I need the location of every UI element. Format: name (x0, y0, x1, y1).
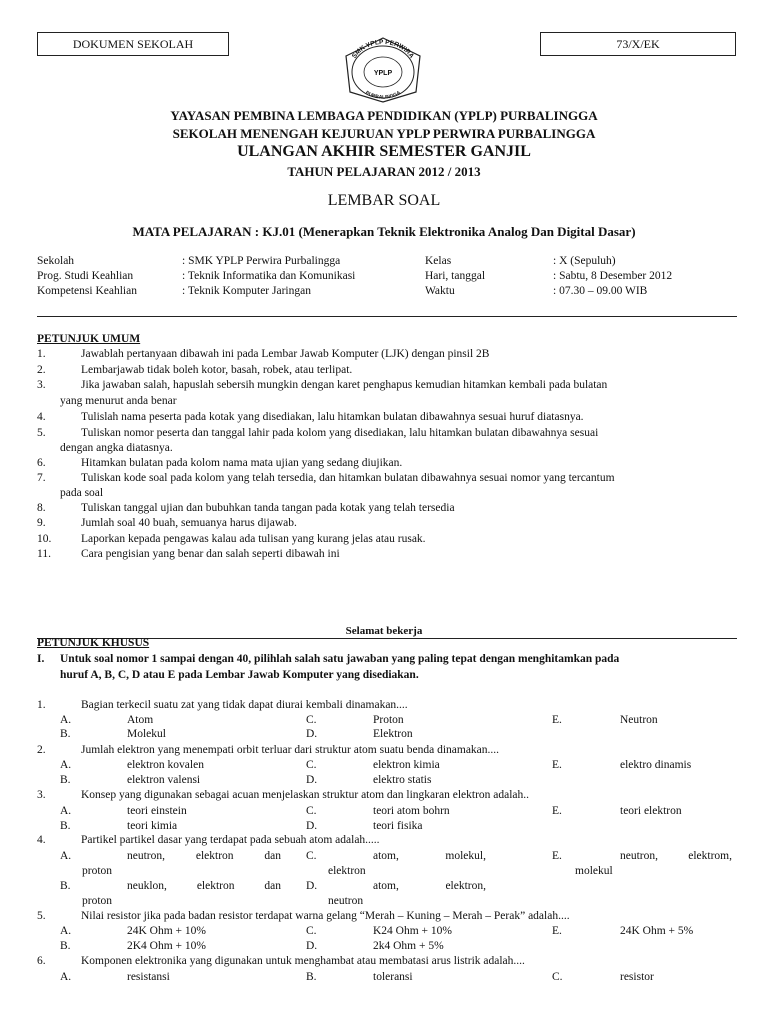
option-word: neuklon, (127, 880, 167, 892)
instruction-text: Tulislah nama peserta pada kotak yang disediakan, lalu hitamkan bulatan dibawahnya sesuai huruf diatasnya. (81, 411, 584, 423)
general-instructions-title: PETUNJUK UMUM (37, 333, 141, 345)
option-text: Elektron (373, 728, 413, 740)
instruction-number: 10. (37, 533, 52, 545)
option-text: elektro statis (373, 774, 432, 786)
meta-right-values (553, 255, 672, 300)
instruction-text: Jika jawaban salah, hapuslah sebersih mungkin dengan karet penghapus kemudian hitamkan kembali pada bulatan (81, 379, 608, 391)
option-text: Neutron (620, 714, 658, 726)
instruction-text: Tuliskan nomor peserta dan tanggal lahir pada kolom yang disediakan, lalu hitamkan bulatan dibawahnya sesuai (81, 427, 599, 439)
question-text: Komponen elektronika yang digunakan untuk menghambat atau membatasi arus listrik adalah.... (81, 955, 525, 967)
option-text: 2k4 Ohm + 5% (373, 940, 444, 952)
option-text-justified (620, 850, 732, 862)
option-text: teori einstein (127, 805, 187, 817)
document-code-box: 73/X/EK (540, 32, 736, 56)
instruction-number: 11. (37, 548, 51, 560)
option-word: elektron, (445, 880, 486, 892)
option-letter: B. (306, 971, 317, 983)
option-letter: E. (552, 805, 562, 817)
closing-text: Selamat bekerja (345, 625, 423, 637)
option-letter: B. (60, 774, 71, 786)
instruction-continuation: dengan angka diatasnya. (60, 442, 173, 454)
option-letter: B. (60, 880, 71, 892)
option-word: neutron, (127, 850, 166, 862)
option-word: dan (264, 880, 281, 892)
option-letter: A. (60, 714, 72, 726)
instruction-text: Lembarjawab tidak boleh kotor, basah, robek, atau terlipat. (81, 364, 353, 376)
option-text-justified (127, 880, 281, 892)
academic-year: TAHUN PELAJARAN 2012 / 2013 (287, 164, 481, 179)
option-text: 24K Ohm + 10% (127, 925, 206, 937)
option-letter: C. (306, 850, 317, 862)
instruction-text: Tuliskan kode soal pada kolom yang telah tersedia, dan hitamkan bulatan dibawahnya sesuai nomor yang tercantum (81, 472, 615, 484)
option-letter: C. (306, 925, 317, 937)
option-text: elektron kimia (373, 759, 440, 771)
option-letter: E. (552, 714, 562, 726)
option-text: Molekul (127, 728, 166, 740)
question-text: Partikel partikel dasar yang terdapat pada sebuah atom adalah..... (81, 834, 380, 846)
specific-instructions-title: PETUNJUK KHUSUS (37, 637, 150, 649)
meta-label: Kelas (425, 255, 452, 267)
instruction-text: Jumlah soal 40 buah, semuanya harus dijawab. (81, 517, 297, 529)
logo-bottom-text: PURBALINGGA (364, 89, 402, 101)
option-word: elektron (195, 850, 234, 862)
instruction-number: 4. (37, 411, 46, 423)
meta-label: Kompetensi Keahlian (37, 285, 137, 297)
option-word: dan (264, 850, 281, 862)
foundation-name: YAYASAN PEMBINA LEMBAGA PENDIDIKAN (YPLP) PURBALINGGA (170, 108, 598, 123)
instruction-text: Laporkan kepada pengawas kalau ada tulisan yang kurang jelas atau rusak. (81, 533, 426, 545)
instruction-text: Jawablah pertanyaan dibawah ini pada Lembar Jawab Komputer (LJK) dengan pinsil 2B (81, 348, 490, 360)
school-name: SEKOLAH MENENGAH KEJURUAN YPLP PERWIRA PURBALINGGA (172, 126, 596, 141)
logo-center-text: YPLP (373, 70, 393, 77)
option-word: atom, (373, 880, 399, 892)
option-text: elektron valensi (127, 774, 201, 786)
question-text: Nilai resistor jika pada badan resistor terdapat warna gelang “Merah – Kuning – Merah – Perak” adalah.... (81, 910, 570, 922)
document-label-box: DOKUMEN SEKOLAH (37, 32, 229, 56)
option-text-justified (373, 850, 486, 862)
option-text-wrap: elektron (328, 865, 366, 877)
specific-instruction-line1: Untuk soal nomor 1 sampai dengan 40, pilihlah salah satu jawaban yang paling tepat dengan menghitamkan pada (60, 653, 620, 665)
page-title: LEMBAR SOAL (327, 192, 441, 209)
question-number: 6. (37, 955, 46, 967)
instruction-text: Hitamkan bulatan pada kolom nama mata ujian yang sedang diujikan. (81, 457, 403, 469)
divider (37, 316, 737, 317)
option-letter: B. (60, 728, 71, 740)
question-number: 1. (37, 699, 46, 711)
option-letter: D. (306, 728, 318, 740)
option-text-justified (373, 880, 486, 892)
meta-label: Hari, tanggal (425, 270, 486, 282)
option-letter: D. (306, 774, 318, 786)
instruction-number: 3. (37, 379, 46, 391)
question-number: 2. (37, 744, 46, 756)
meta-left-labels (37, 255, 137, 300)
meta-value: : X (Sepuluh) (553, 255, 616, 267)
option-text-wrap: neutron (328, 895, 364, 907)
instruction-number: 8. (37, 502, 46, 514)
option-letter: C. (306, 805, 317, 817)
question-number: 4. (37, 834, 46, 846)
instruction-text: Cara pengisian yang benar dan salah seperti dibawah ini (81, 548, 340, 560)
meta-value: : SMK YPLP Perwira Purbalingga (182, 255, 341, 267)
option-text: K24 Ohm + 10% (373, 925, 452, 937)
meta-left-values (182, 255, 355, 300)
school-logo (338, 36, 428, 104)
instruction-number: 1. (37, 348, 46, 360)
instruction-number: 9. (37, 517, 46, 529)
meta-value: : Teknik Informatika dan Komunikasi (182, 270, 356, 282)
meta-value: : Sabtu, 8 Desember 2012 (553, 270, 673, 282)
instruction-number: 5. (37, 427, 46, 439)
option-letter: D. (306, 820, 318, 832)
option-letter: D. (306, 880, 318, 892)
option-text: toleransi (373, 971, 413, 983)
specific-instruction-line2: huruf A, B, C, D atau E pada Lembar Jawab Komputer yang disediakan. (60, 669, 419, 681)
meta-label: Sekolah (37, 255, 75, 267)
meta-label: Waktu (425, 285, 455, 297)
option-text-wrap: proton (82, 895, 113, 907)
section-roman: I. (37, 653, 45, 665)
option-letter: C. (552, 971, 563, 983)
option-text: Proton (373, 714, 404, 726)
option-text: Atom (127, 714, 154, 726)
option-text: 2K4 Ohm + 10% (127, 940, 206, 952)
option-text-wrap: molekul (575, 865, 613, 877)
meta-value: : 07.30 – 09.00 WIB (553, 285, 648, 297)
option-letter: E. (552, 925, 562, 937)
meta-label: Prog. Studi Keahlian (37, 270, 134, 282)
option-letter: A. (60, 971, 72, 983)
option-letter: E. (552, 759, 562, 771)
option-letter: E. (552, 850, 562, 862)
question-text: Bagian terkecil suatu zat yang tidak dapat diurai kembali dinamakan.... (81, 699, 408, 711)
subject-line: MATA PELAJARAN : KJ.01 (Menerapkan Teknik Elektronika Analog Dan Digital Dasar) (132, 224, 636, 239)
option-text-wrap: proton (82, 865, 113, 877)
option-letter: B. (60, 820, 71, 832)
option-letter: A. (60, 925, 72, 937)
option-word: molekul, (445, 850, 486, 862)
instruction-text: Tuliskan tanggal ujian dan bubuhkan tanda tangan pada kotak yang telah tersedia (81, 502, 455, 514)
option-text: 24K Ohm + 5% (620, 925, 694, 937)
question-number: 5. (37, 910, 46, 922)
option-text: teori fisika (373, 820, 423, 832)
option-word: neutron, (620, 850, 659, 862)
option-letter: A. (60, 850, 72, 862)
option-text: teori elektron (620, 805, 682, 817)
instruction-continuation: pada soal (60, 487, 104, 499)
instruction-continuation: yang menurut anda benar (60, 395, 177, 407)
exam-name: ULANGAN AKHIR SEMESTER GANJIL (237, 143, 531, 160)
option-word: elektrom, (688, 850, 732, 862)
option-letter: C. (306, 759, 317, 771)
option-word: elektron (196, 880, 235, 892)
option-text: resistor (620, 971, 654, 983)
option-text: elektro dinamis (620, 759, 692, 771)
question-text: Jumlah elektron yang menempati orbit terluar dari struktur atom suatu benda dinamakan.... (81, 744, 500, 756)
question-text: Konsep yang digunakan sebagai acuan menjelaskan struktur atom dan lingkaran elektron adalah.. (81, 789, 530, 801)
option-word: atom, (373, 850, 399, 862)
option-letter: D. (306, 940, 318, 952)
option-letter: C. (306, 714, 317, 726)
instruction-number: 7. (37, 472, 46, 484)
option-text: teori kimia (127, 820, 178, 832)
option-text: elektron kovalen (127, 759, 204, 771)
option-letter: A. (60, 759, 72, 771)
question-number: 3. (37, 789, 46, 801)
instruction-number: 6. (37, 457, 46, 469)
option-text-justified (127, 850, 281, 862)
option-text: resistansi (127, 971, 170, 983)
meta-right-labels (425, 255, 485, 300)
option-letter: A. (60, 805, 72, 817)
option-letter: B. (60, 940, 71, 952)
option-text: teori atom bohrn (373, 805, 450, 817)
instruction-number: 2. (37, 364, 46, 376)
logo-top-text: SMK YPLP PERWIRA (350, 38, 416, 60)
meta-value: : Teknik Komputer Jaringan (182, 285, 311, 297)
